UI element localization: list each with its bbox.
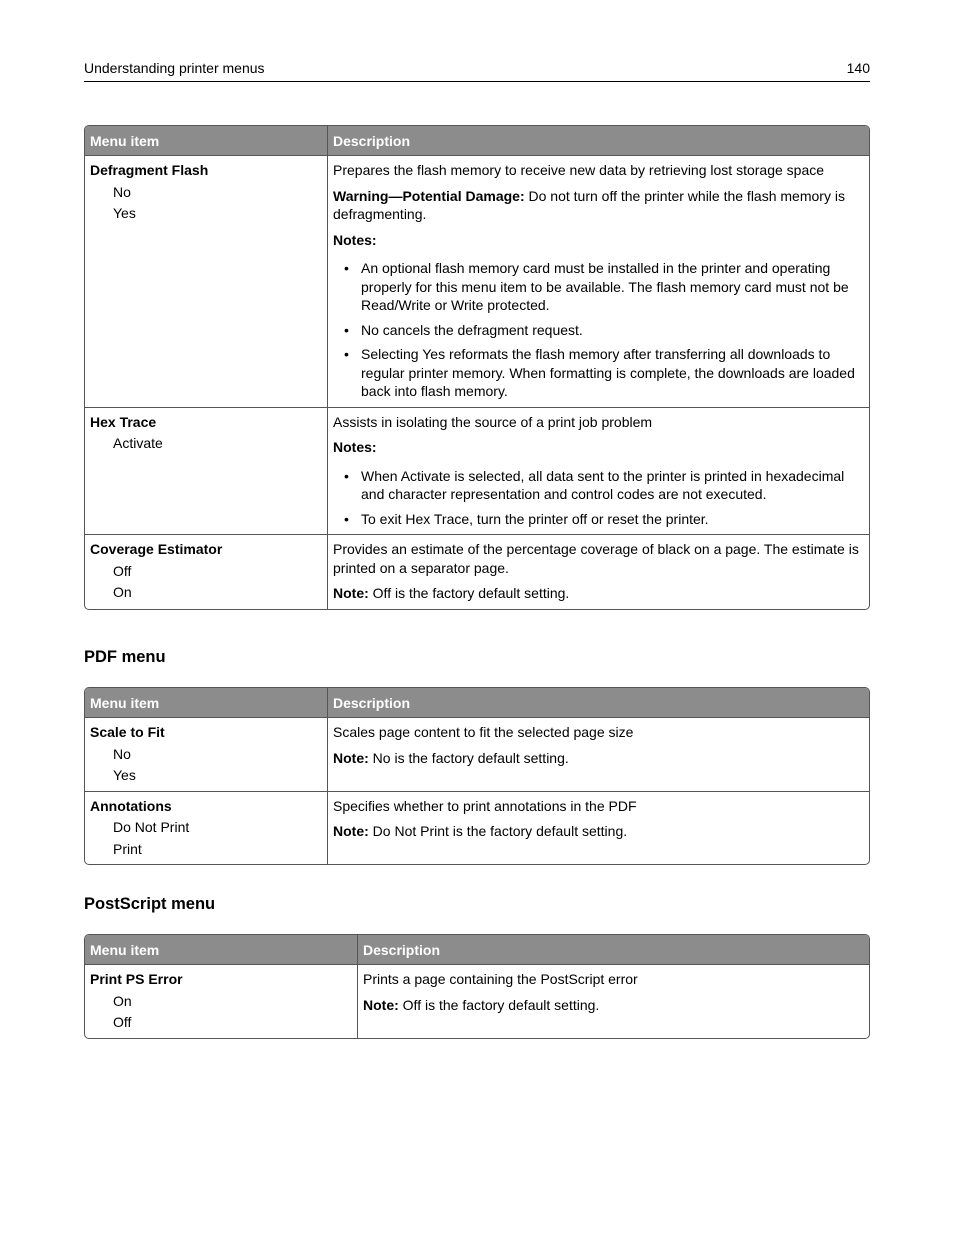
menu-option: Do Not Print (113, 819, 190, 835)
section-title-postscript-menu: PostScript menu (84, 895, 216, 913)
menu-table-general (84, 125, 870, 610)
note-label: Note: (333, 749, 369, 766)
note-text: Note: No is the factory default setting. (333, 749, 569, 766)
menu-option: On (113, 992, 132, 1009)
menu-option: Off (113, 562, 132, 579)
list-item: • When Activate is selected, all data sent to the printer is printed in hexadecimal and character representation and control codes are not executed. (344, 467, 845, 502)
table-row (85, 534, 869, 609)
column-header-menu-item: Menu item (85, 126, 328, 156)
menu-item-name: Hex Trace (90, 413, 157, 430)
table-header-row (85, 126, 869, 156)
menu-item-cell (85, 156, 328, 407)
menu-item-cell (85, 534, 328, 609)
column-header-description: Description (328, 688, 869, 718)
table-row (85, 407, 869, 535)
menu-option: Print (113, 840, 142, 857)
table-header-row (85, 935, 869, 965)
table-header-row (85, 688, 869, 718)
bullet-icon: • (344, 260, 349, 276)
menu-option: Yes (113, 205, 136, 221)
bullet-icon: • (344, 510, 349, 527)
description-text: Prints a page containing the PostScript error (363, 971, 638, 987)
menu-table-pdf (84, 687, 870, 865)
menu-item-cell (85, 965, 358, 1038)
bullet-icon: • (344, 346, 349, 362)
menu-option: Activate (113, 435, 163, 451)
table-row (85, 965, 869, 1038)
table-row (85, 156, 869, 407)
note-text: Note: Off is the factory default setting. (333, 585, 570, 601)
bullet-icon: • (344, 321, 349, 338)
running-header-title: Understanding printer menus (84, 60, 265, 76)
warning-text: Warning—Potential Damage: Do not turn off the printer while the flash memory is defragmenting. (333, 187, 845, 222)
note-label: Note: (363, 996, 399, 1013)
menu-option: Yes (113, 767, 136, 783)
description-text: Prepares the flash memory to receive new data by retrieving lost storage space (333, 162, 825, 178)
list-item: • No cancels the defragment request. (344, 321, 583, 338)
note-label: Note: (333, 823, 369, 839)
menu-item-name: Defragment Flash (90, 162, 209, 178)
menu-option: Off (113, 1014, 132, 1030)
description-text: Provides an estimate of the percentage coverage of black on a page. The estimate is printed on a separator page. (333, 541, 859, 576)
section-title-pdf-menu: PDF menu (84, 648, 166, 666)
table-row (85, 718, 869, 791)
menu-item-cell (85, 407, 328, 535)
menu-table-postscript (84, 934, 870, 1039)
column-header-description: Description (328, 126, 869, 156)
menu-item-cell (85, 718, 328, 791)
list-item: • Selecting Yes reformats the flash memory after transferring all downloads to regular printer memory. When formatting is complete, the downloads are loaded back into flash memory. (344, 346, 855, 399)
description-cell (328, 718, 869, 791)
menu-item-name: Coverage Estimator (90, 541, 223, 557)
column-header-menu-item: Menu item (85, 688, 328, 718)
note-text: Note: Off is the factory default setting. (363, 996, 600, 1013)
page-number: 140 (846, 60, 870, 76)
table-row (85, 791, 869, 865)
list-item: • To exit Hex Trace, turn the printer off or reset the printer. (344, 510, 709, 527)
description-cell (328, 407, 869, 535)
menu-option: No (113, 183, 131, 200)
notes-list (333, 259, 864, 401)
menu-item-cell (85, 791, 328, 865)
column-header-menu-item: Menu item (85, 935, 358, 965)
description-cell (328, 791, 869, 865)
note-label: Note: (333, 585, 369, 601)
menu-option: On (113, 584, 132, 600)
notes-label: Notes: (333, 231, 377, 248)
note-text: Note: Do Not Print is the factory default setting. (333, 823, 628, 839)
menu-option: No (113, 745, 131, 762)
menu-item-name: Print PS Error (90, 971, 183, 987)
menu-item-name: Scale to Fit (90, 724, 165, 740)
column-header-description: Description (358, 935, 869, 965)
description-cell (328, 534, 869, 609)
bullet-icon: • (344, 467, 349, 484)
notes-list (333, 467, 864, 529)
notes-label: Notes: (333, 439, 377, 455)
description-cell (358, 965, 869, 1038)
warning-label: Warning—Potential Damage: (333, 187, 525, 204)
description-text: Scales page content to fit the selected page size (333, 724, 634, 740)
description-text: Specifies whether to print annotations in the PDF (333, 797, 637, 814)
menu-item-name: Annotations (90, 797, 172, 814)
description-cell (328, 156, 869, 407)
list-item: • An optional flash memory card must be installed in the printer and operating properly for this menu item to be available. The flash memory card must not be Read/Write or Write protected. (344, 260, 849, 313)
page-header (84, 58, 870, 82)
description-text: Assists in isolating the source of a print job problem (333, 413, 653, 430)
